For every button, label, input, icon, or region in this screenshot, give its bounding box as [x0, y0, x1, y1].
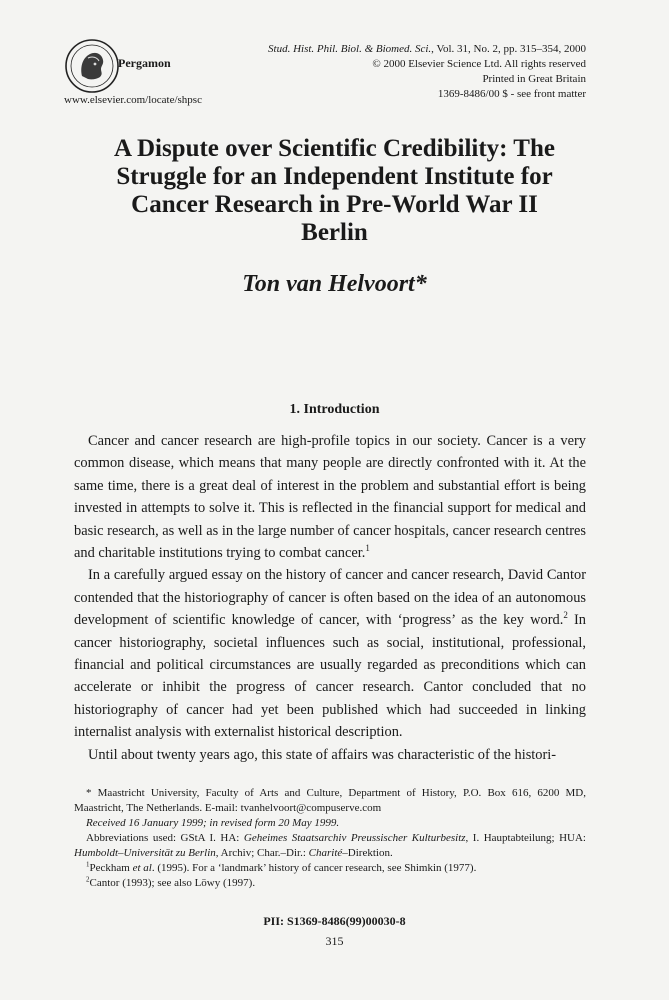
footnote-text: et al	[132, 862, 152, 874]
received-note: Received 16 January 1999; in revised form 20 May 1999.	[86, 817, 340, 829]
paragraph	[74, 564, 586, 743]
paragraph-text: Until about twenty years ago, this state of affairs was characteristic of the histori-	[88, 746, 557, 763]
title-line: Struggle for an Independent Institute for	[116, 163, 553, 190]
publisher-name: Pergamon	[118, 56, 171, 70]
footnote-ref[interactable]: 2	[563, 610, 568, 621]
paragraph	[74, 744, 586, 766]
footnote-text: Cantor (1993); see also Löwy (1997).	[89, 877, 256, 889]
abbr-text: Humboldt–Universität zu Berlin	[74, 847, 216, 859]
paragraph-text: In cancer historiography, societal influences such as social, institutional, professional, financial and political circumstances are usually regarded as preconditions which can accelerate or inhibit the progress of cancer research. Cantor concluded that no historiography of cancer had yet been published which had succeeded in linking internalist analysis with externalist historical description.	[74, 612, 586, 741]
footnote-ref[interactable]: 1	[365, 543, 370, 554]
abbr-text: Geheimes Staatsarchiv Preussischer Kulturbesitz	[243, 832, 466, 844]
journal-url[interactable]: www.elsevier.com/locate/shpsc	[64, 94, 202, 106]
article-author: Ton van Helvoort*	[242, 271, 427, 297]
abbr-text: –Direktion.	[342, 847, 393, 859]
abbr-text: , Archiv; Char.–Dir.:	[215, 847, 309, 859]
citation-line	[268, 42, 586, 57]
abbreviations-note	[74, 831, 586, 861]
footnote-2	[74, 876, 586, 891]
printed-line: Printed in Great Britain	[482, 73, 586, 85]
title-line: A Dispute over Scientific Credibility: The	[114, 135, 555, 162]
paragraph	[74, 430, 586, 564]
paragraph-text: In a carefully argued essay on the history of cancer and cancer research, David Cantor contended that the historiography of cancer is often based on the idea of an autonomous development of scientific knowledge of cancer, with ‘progress’ as the key word.	[74, 567, 586, 629]
article-title	[60, 135, 609, 247]
footnote-mark: 1	[86, 860, 90, 869]
footnote-text: . (1995). For a ‘landmark’ history of cancer research, see Shimkin (1977).	[151, 862, 477, 874]
footnotes	[74, 786, 586, 891]
pergamon-logo	[64, 38, 120, 94]
abbr-text: Charité	[308, 847, 343, 859]
paragraph-text: Cancer and cancer research are high-profile topics in our society. Cancer is a very common disease, which means that many people are directly confronted with it. At the same time, there is a great deal of interest in the problem and substantial effort is being invested in attempts to solve it. This is reflected in the financial support for medical and basic research, as well as in the large number of cancer hospitals, cancer research centres and charitable institutions trying to combat cancer.	[74, 433, 586, 562]
title-line: Cancer Research in Pre-World War II	[131, 191, 538, 218]
abbr-text: , I. Hauptabteilung; HUA:	[465, 832, 586, 844]
body-text	[74, 430, 586, 766]
issn-line: 1369-8486/00 $ - see front matter	[437, 88, 586, 100]
footnote-mark: 2	[86, 875, 90, 884]
pii-identifier: PII: S1369-8486(99)00030-8	[263, 914, 406, 928]
journal-citation	[268, 42, 586, 102]
footnote-1	[74, 861, 586, 876]
page-number: 315	[325, 934, 344, 948]
volume-pages: , Vol. 31, No. 2, pp. 315–354, 2000	[431, 43, 586, 55]
abbr-text: Abbreviations used: GStA I. HA:	[86, 832, 244, 844]
footnote-text: Peckham	[89, 862, 133, 874]
section-heading: 1. Introduction	[289, 402, 380, 417]
affiliation-note: * Maastricht University, Faculty of Arts and Culture, Department of History, P.O. Box 616, 6200 MD, Maastricht, The Netherlands. E-mail: tvanhelvoort@compuserve.com	[74, 787, 586, 814]
title-line: Berlin	[301, 219, 368, 246]
copyright-line: © 2000 Elsevier Science Ltd. All rights reserved	[372, 58, 586, 70]
journal-name: Stud. Hist. Phil. Biol. & Biomed. Sci.	[268, 43, 432, 55]
